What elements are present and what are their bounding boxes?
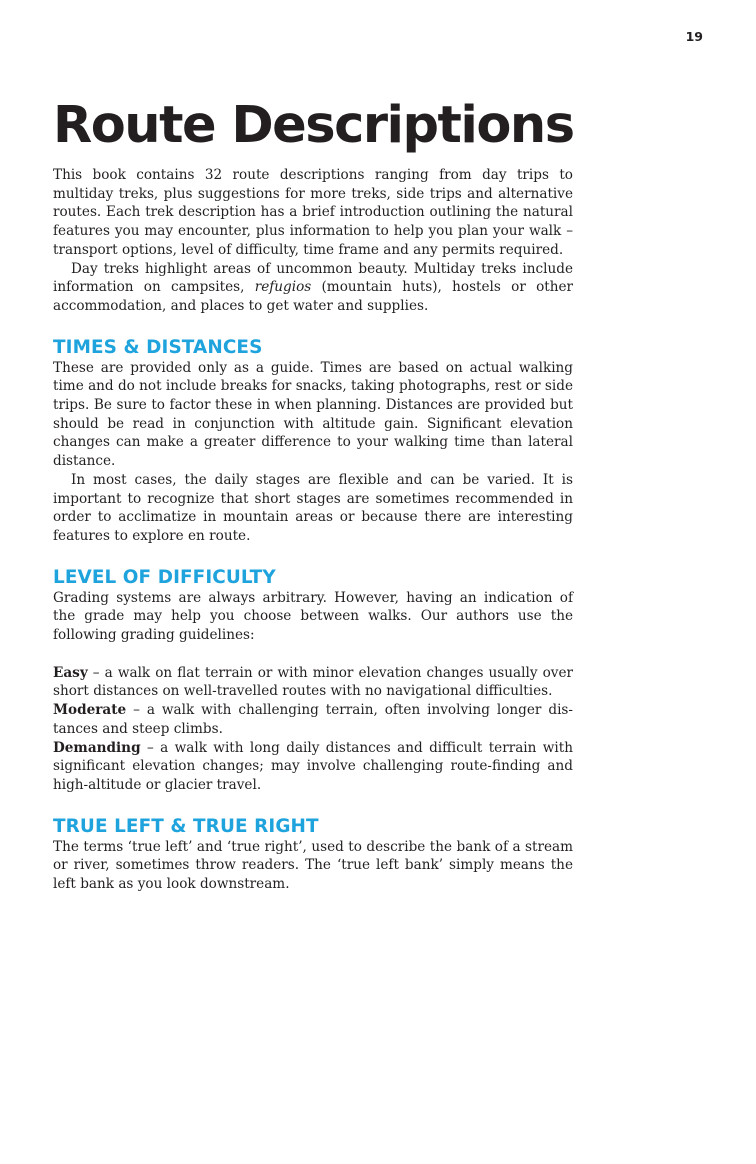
difficulty-intro-paragraph: Grading systems are always arbitrary. However, having an indication of the grade may help you choose between walks. Our authors use the following grading guidelines: xyxy=(53,589,573,644)
section-heading-true-left-right: TRUE LEFT & TRUE RIGHT xyxy=(53,815,319,837)
true-left-right-paragraph: The terms ‘true left’ and ‘true right’, used to describe the bank of a stream or river, sometimes throw readers. The ‘true left bank’ simply means the left bank as you look downstream. xyxy=(53,838,573,893)
intro-paragraph-1: This book contains 32 route descriptions ranging from day trips to multiday treks, plus suggestions for more treks, side trips and alternative routes. Each trek description has a brief introduction outlining the natural features you may encounter, plus information to help you plan your walk – transport options, level of difficulty, time frame and any permits required. xyxy=(53,167,573,258)
grade-easy-term: Easy xyxy=(53,664,88,681)
intro-paragraph-2-text-b: (mountain huts), hostels or other accommodation, and places to get water and supplies. xyxy=(53,279,574,314)
grade-demanding xyxy=(53,739,573,795)
grade-easy-description: – a walk on flat terrain or with minor elevation changes usually over short distances on well-travelled routes with no navigational difficulties. xyxy=(53,664,573,700)
section-heading-level-of-difficulty: LEVEL OF DIFFICULTY xyxy=(53,566,276,588)
page-title: Route Descriptions xyxy=(53,96,574,155)
grade-moderate-description: – a walk with challenging terrain, often involving longer distances and steep climbs. xyxy=(53,702,573,737)
grade-moderate xyxy=(53,701,573,738)
times-distances-paragraph-2: In most cases, the daily stages are flexible and can be varied. It is important to recognize that short stages are sometimes recommended in order to acclimatize in mountain areas or because there are interesting features to explore en route. xyxy=(53,471,573,544)
intro-paragraph-2 xyxy=(53,260,573,316)
grade-easy xyxy=(53,664,573,701)
section-heading-times-distances: TIMES & DISTANCES xyxy=(53,336,263,358)
times-distances-paragraph-1: These are provided only as a guide. Times are based on actual walking time and do not include breaks for snacks, taking photographs, rest or side trips. Be sure to factor these in when planning. Distances are provided but should be read in conjunction with altitude gain. Significant elevation changes can make a greater difference to your walking time than lateral distance. xyxy=(53,359,573,470)
intro-paragraph-2-italic: refugios xyxy=(254,279,312,296)
page-number: 19 xyxy=(685,29,703,44)
grade-demanding-term: Demanding xyxy=(53,739,141,756)
page-content xyxy=(53,92,573,894)
intro-paragraph-2-text-a: Day treks highlight areas of uncommon beauty. Multiday treks include information on campsites, xyxy=(53,260,573,296)
grade-moderate-term: Moderate xyxy=(53,702,127,719)
grade-demanding-description: – a walk with long daily distances and difficult terrain with significant elevation changes; may involve challenging route-finding and high-altitude or glacier travel. xyxy=(53,739,573,793)
